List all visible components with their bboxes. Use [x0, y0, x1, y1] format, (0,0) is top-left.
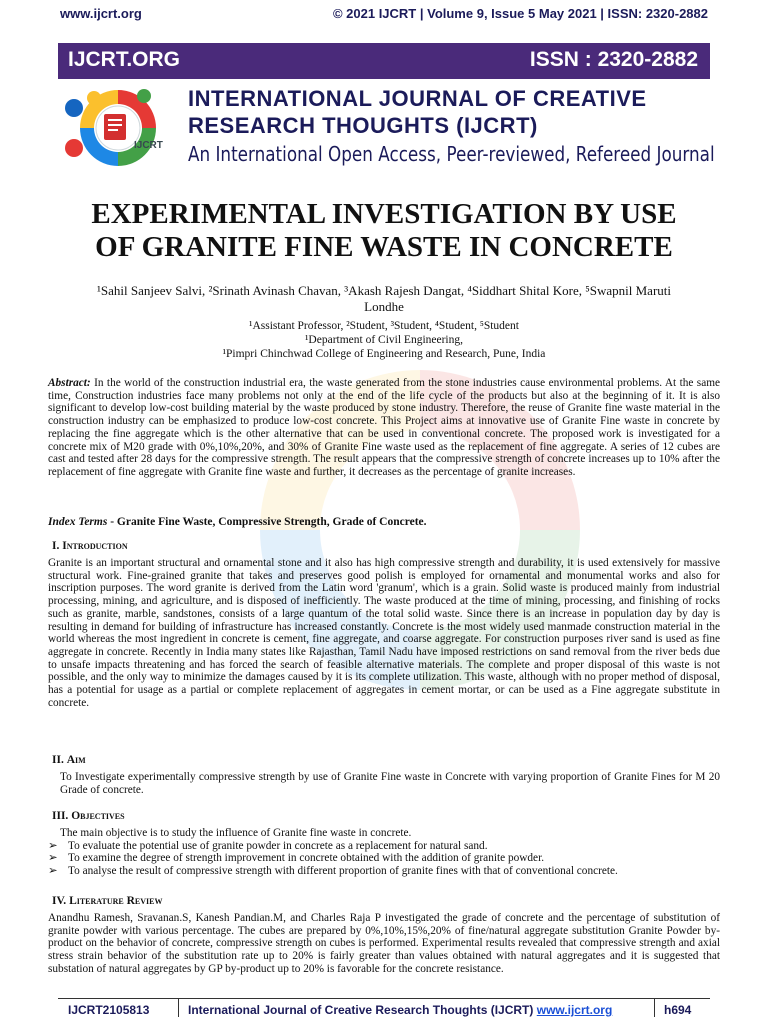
abstract-text: In the world of the construction industrial era, the waste generated from the stone industries cause environmental problems. At the same time, Construction industries face many problems not only at the end of the life cycle of the products but also at the beginning of it. It is also significant to develop low-cost building material by the waste produced by stone industry. Therefore, the reuse of Granite fine waste material in the construction industry can be emphasized to produce low-cost concrete. This Project aims at innovative use of Granite Fine waste in concrete by replacing the fine aggregate which is the other alternative that can be used in conventional concrete. The proposed work is investigated for a concrete mix of M20 grade with 0%,10%,20%, and 30% of Granite Fine waste used as the replacement of fine aggregate. A series of 12 cubes are cast and tested after 28 days for the compressive strength. The result appears that the compressive strength of concrete increases up to 10% after the replacement of fine aggregate with Granite fine waste and further, it decreases as the percentage of granite increases.: [48, 377, 721, 478]
section-heading-aim: [52, 754, 86, 766]
sec4-title: Literature Review: [69, 895, 163, 907]
section-heading-objectives: [52, 810, 125, 822]
top-header: [0, 0, 768, 30]
journal-title-line2: RESEARCH THOUGHTS (IJCRT): [188, 113, 538, 138]
objective-item: [48, 865, 720, 878]
objectives-intro: The main objective is to study the influence of Granite fine waste in concrete.: [60, 827, 412, 839]
banner-site: IJCRT.ORG: [68, 48, 181, 71]
sec4-number: IV.: [52, 895, 67, 907]
footer-url-link[interactable]: www.ijcrt.org: [536, 1003, 613, 1017]
sec3-title: Objectives: [71, 810, 125, 822]
affiliations: [60, 319, 708, 361]
sec2-number: II.: [52, 754, 64, 766]
aim-text: To Investigate experimentally compressive strength by use of Granite Fine waste in Concrete with varying proportion of Granite Fines for M 20 Grade of concrete.: [60, 771, 720, 796]
objective-item: [48, 839, 720, 853]
authors-line2: Londhe: [364, 299, 404, 314]
logo-text: IJCRT: [134, 140, 163, 151]
journal-banner: [58, 43, 710, 79]
sec1-title: Introduction: [62, 540, 128, 552]
journal-title-line1: INTERNATIONAL JOURNAL OF CREATIVE: [188, 86, 647, 111]
page-number: h694: [664, 1003, 692, 1017]
title-line1: EXPERIMENTAL INVESTIGATION BY USE: [91, 198, 677, 230]
objective-text: To examine the degree of strength improvement in concrete obtained with the addition of granite powder.: [68, 852, 545, 865]
sec1-number: I.: [52, 540, 60, 552]
literature-review-text: Anandhu Ramesh, Sravanan.S, Kanesh Pandian.M, and Charles Raja P investigated the grade of concrete and the percentage of substitution of granite powder with various percentage. The cubes are prepared by 0%,10%,15%,20% of fine/natural aggregate substitution Granite Powder by-product on the behavior of concrete, compressive strength on cubes is performed. Experimental results revealed that compressive strength and axial stress strain behavior of the substitution rate up to 20% is fairly greater than values obtained with natural aggregates and it is suggested that substation of natural aggregates by GP by-product up to 20% is favorable for the concrete resistance.: [48, 912, 720, 975]
sec2-title: Aim: [66, 754, 86, 766]
banner-issn: ISSN : 2320-2882: [529, 48, 698, 71]
affil-line1: ¹Assistant Professor, ²Student, ³Student, ⁴Student, ⁵Student: [249, 320, 519, 332]
paper-id: IJCRT2105813: [68, 1003, 150, 1017]
ijcrt-logo-icon: [60, 86, 178, 170]
affil-line2: ¹Department of Civil Engineering,: [304, 334, 464, 346]
objectives: [48, 827, 720, 878]
footer-journal-name: International Journal of Creative Research Thoughts (IJCRT): [188, 1003, 534, 1017]
footer-journal: [188, 1003, 612, 1017]
issue-info: © 2021 IJCRT | Volume 9, Issue 5 May 2021 | ISSN: 2320-2882: [332, 6, 708, 21]
authors-line1: ¹Sahil Sanjeev Salvi, ²Srinath Avinash Chavan, ³Akash Rajesh Dangat, ⁴Siddhart Shital Kore, ⁵Swapnil Maruti: [96, 283, 672, 298]
index-text: - Granite Fine Waste, Compressive Strength, Grade of Concrete.: [107, 516, 427, 528]
affil-line3: ¹Pimpri Chinchwad College of Engineering and Research, Pune, India: [222, 348, 546, 360]
paper-title: [40, 198, 728, 264]
index-label: Index Terms: [48, 516, 108, 528]
title-line2: OF GRANITE FINE WASTE IN CONCRETE: [95, 231, 673, 263]
arrow-bullet-icon: ➢: [48, 852, 58, 865]
abstract-label: Abstract:: [48, 377, 91, 389]
index-terms: [48, 516, 720, 529]
objective-text: To analyse the result of compressive strength with different proportion of granite fines with that of conventional concrete.: [68, 865, 618, 878]
introduction-text: Granite is an important structural and ornamental stone and it also has high compressive strength and durability, it is used extensively for massive structural work. Fine-grained granite that takes and preserves good polish is employed for ornamental and monumental works and also for inscription purposes. The word granite is derived from the Latin word 'granum', which is a grain. Solid waste is produced mainly from industrial processing, mining, and agriculture, and is disposed of inefficiently. The waste produced at the time of mining, processing, and finishing of rocks such as granite, marble, sandstones, consists of a large quantum of the total solid waste. Since there is an increase in population day by day is resulting in demand for building of infrastructure has increased constantly. Concrete is the most widely used manmade construction material in the world whereas the most ingredient in concrete is cement, fine aggregate, and coarse aggregate. For construction purposes river sand is used as fine aggregate in concrete. Recently in India many states like Rajasthan, Tamil Nadu have imposed restrictions on sand removal from the river beds due to unsafe impacts threatening and has forced the search of feasible alternative materials. The complete and proper disposal of this waste is not possible, and the only way to minimize the damages caused by it is its complete utilization. This waste, although with no proper method of disposal, has a potential for usage as a partial or complete replacement of aggregates in cement mortar, or can be used as a Fine aggregate substitute in concrete.: [48, 557, 720, 709]
site-link[interactable]: www.ijcrt.org: [60, 6, 142, 21]
sec3-number: III.: [52, 810, 69, 822]
objective-text: To evaluate the potential use of granite powder in concrete as a replacement for natural sand.: [68, 839, 488, 852]
footer-divider: [178, 999, 179, 1017]
footer-divider: [654, 999, 655, 1017]
arrow-bullet-icon: ➢: [48, 839, 58, 852]
section-heading-literature-review: [52, 895, 162, 907]
author-list: [60, 283, 708, 315]
page-footer: [58, 998, 710, 1019]
objective-item: [48, 852, 720, 865]
arrow-bullet-icon: ➢: [48, 865, 58, 878]
abstract: [48, 377, 720, 479]
journal-subtitle: An International Open Access, Peer-reviewed, Refereed Journal: [188, 142, 715, 166]
section-heading-introduction: [52, 540, 128, 552]
